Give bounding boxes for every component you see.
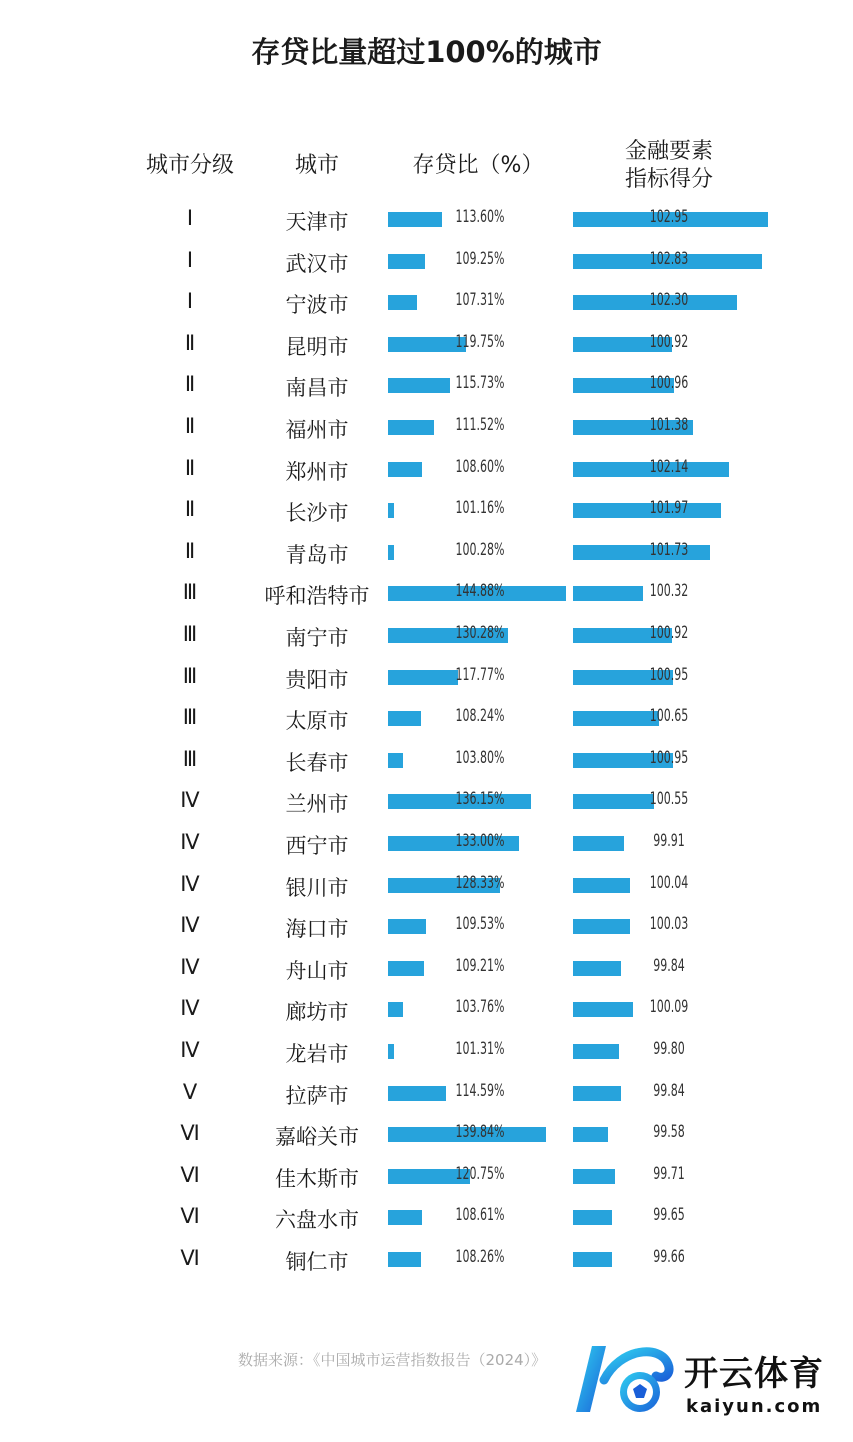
- table-row: [0, 1157, 853, 1198]
- table-row: [0, 741, 853, 782]
- ratio-value-label: 144.88%: [455, 581, 505, 602]
- city-level: Ⅵ: [180, 1246, 200, 1270]
- ratio-value-label: 119.75%: [455, 331, 505, 352]
- city-level: Ⅲ: [182, 705, 198, 730]
- score-value-label: 99.80: [653, 1039, 685, 1059]
- score-value-label: 101.97: [649, 498, 689, 519]
- score-bar: [573, 1169, 615, 1184]
- city-name: 南宁市: [285, 626, 349, 650]
- ratio-value-label: 108.61%: [455, 1205, 505, 1226]
- table-row: [0, 450, 853, 491]
- ratio-value-label: 109.25%: [455, 248, 505, 269]
- city-name: 佳木斯市: [275, 1166, 359, 1191]
- ratio-bar: [388, 254, 425, 269]
- city-level: Ⅳ: [180, 996, 200, 1021]
- score-bar: [573, 1210, 612, 1225]
- header-loan-deposit-ratio: 存贷比（%）: [412, 153, 544, 178]
- score-value-label: 100.96: [649, 373, 689, 394]
- city-level: Ⅳ: [180, 913, 200, 938]
- ratio-value-label: 109.53%: [455, 914, 505, 935]
- ratio-value-label: 107.31%: [455, 290, 505, 311]
- ratio-value-label: 103.76%: [455, 997, 505, 1018]
- chart-title: 存贷比量超过100%的城市: [251, 35, 602, 69]
- score-value-label: 100.65: [649, 706, 689, 727]
- table-row: [0, 533, 853, 574]
- ratio-value-label: 108.26%: [455, 1247, 505, 1267]
- city-name: 兰州市: [285, 792, 349, 817]
- city-name: 嘉峪关市: [275, 1125, 359, 1150]
- ratio-value-label: 136.15%: [455, 789, 505, 810]
- score-value-label: 102.14: [649, 456, 689, 477]
- score-value-label: 102.95: [649, 207, 689, 227]
- city-level: Ⅳ: [180, 954, 200, 979]
- ratio-value-label: 139.84%: [455, 1122, 505, 1143]
- table-row: [0, 949, 853, 990]
- ratio-value-label: 115.73%: [455, 373, 505, 394]
- score-value-label: 99.65: [653, 1205, 685, 1226]
- score-value-label: 100.92: [649, 331, 689, 352]
- city-name: 昆明市: [285, 334, 349, 359]
- score-value-label: 99.71: [653, 1163, 685, 1184]
- ratio-bar: [388, 295, 417, 310]
- table-row: [0, 1115, 853, 1156]
- score-value-label: 100.92: [649, 623, 689, 643]
- city-name: 郑州市: [285, 459, 349, 484]
- ratio-value-label: 133.00%: [455, 831, 505, 851]
- header-city-level: 城市分级: [145, 153, 234, 178]
- score-value-label: 100.09: [649, 997, 689, 1018]
- ratio-value-label: 120.75%: [455, 1163, 505, 1184]
- score-value-label: 102.83: [649, 248, 689, 269]
- ratio-value-label: 109.21%: [455, 955, 505, 976]
- city-name: 龙岩市: [285, 1042, 349, 1066]
- score-value-label: 100.32: [649, 581, 689, 602]
- city-level: Ⅲ: [182, 622, 198, 646]
- city-name: 舟山市: [285, 958, 349, 983]
- ratio-bar: [388, 545, 394, 560]
- city-level: Ⅲ: [182, 746, 198, 771]
- ratio-value-label: 111.52%: [455, 415, 505, 435]
- table-row: [0, 325, 853, 366]
- score-value-label: 99.66: [653, 1247, 685, 1267]
- score-value-label: 99.84: [653, 1080, 685, 1101]
- ratio-value-label: 113.60%: [455, 207, 505, 227]
- city-name: 长春市: [285, 750, 349, 775]
- header-finance-score-line1: 金融要素: [624, 139, 713, 164]
- ratio-bar: [388, 961, 424, 976]
- city-name: 长沙市: [285, 501, 349, 526]
- table-row: [0, 242, 853, 283]
- score-value-label: 100.95: [649, 747, 689, 768]
- city-level: Ⅵ: [180, 1204, 200, 1229]
- table-row: [0, 907, 853, 948]
- city-level: Ⅰ: [186, 289, 194, 314]
- city-name: 六盘水市: [275, 1208, 359, 1233]
- city-level: Ⅳ: [180, 830, 200, 854]
- table-row: [0, 283, 853, 324]
- score-value-label: 100.04: [649, 872, 689, 893]
- ratio-bar: [388, 1002, 403, 1017]
- ratio-value-label: 101.31%: [455, 1039, 505, 1059]
- city-level: Ⅲ: [182, 663, 198, 688]
- score-value-label: 99.58: [653, 1122, 685, 1143]
- ratio-value-label: 128.33%: [455, 872, 505, 893]
- city-level: Ⅱ: [184, 414, 196, 438]
- score-value-label: 99.91: [653, 831, 685, 851]
- ratio-bar: [388, 462, 422, 477]
- ratio-value-label: 108.24%: [455, 706, 505, 727]
- table-row: [0, 1032, 853, 1073]
- score-value-label: 100.03: [649, 914, 689, 935]
- table-row: [0, 1198, 853, 1239]
- score-bar: [573, 1127, 608, 1142]
- city-name: 青岛市: [285, 542, 349, 567]
- city-name: 铜仁市: [285, 1250, 349, 1274]
- ratio-bar: [388, 1252, 421, 1267]
- city-name: 银川市: [285, 875, 349, 900]
- table-row: [0, 1074, 853, 1115]
- city-level: Ⅱ: [184, 330, 196, 355]
- table-row: [0, 574, 853, 615]
- city-level: Ⅳ: [180, 788, 200, 813]
- ratio-bar: [388, 503, 394, 518]
- score-value-label: 100.95: [649, 664, 689, 685]
- score-value-label: 101.38: [649, 415, 689, 435]
- ratio-value-label: 114.59%: [455, 1080, 505, 1101]
- score-value-label: 99.84: [653, 955, 685, 976]
- city-level: Ⅵ: [180, 1162, 200, 1187]
- ratio-value-label: 108.60%: [455, 456, 505, 477]
- city-name: 呼和浩特市: [264, 584, 370, 609]
- city-name: 天津市: [285, 210, 349, 234]
- city-level: Ⅵ: [180, 1121, 200, 1146]
- ratio-value-label: 117.77%: [455, 664, 505, 685]
- table-row: [0, 200, 853, 241]
- score-bar: [573, 1252, 612, 1267]
- city-level: Ⅳ: [180, 1038, 200, 1062]
- city-name: 宁波市: [285, 293, 349, 318]
- table-row: [0, 1240, 853, 1281]
- logo-text-en: kaiyun.com: [686, 1396, 823, 1417]
- ratio-bar: [388, 1044, 394, 1059]
- ratio-value-label: 101.16%: [455, 498, 505, 519]
- ratio-value-label: 103.80%: [455, 747, 505, 768]
- table-row: [0, 491, 853, 532]
- city-level: Ⅱ: [184, 372, 196, 397]
- ratio-bar: [388, 711, 421, 726]
- score-value-label: 101.73: [649, 539, 689, 560]
- table-row: [0, 866, 853, 907]
- score-value-label: 100.55: [649, 789, 689, 810]
- city-name: 拉萨市: [285, 1083, 349, 1108]
- table-row: [0, 366, 853, 407]
- city-level: Ⅰ: [186, 247, 194, 272]
- city-name: 海口市: [285, 917, 349, 942]
- ratio-value-label: 100.28%: [455, 539, 505, 560]
- city-name: 廊坊市: [285, 1000, 349, 1025]
- score-value-label: 102.30: [649, 290, 689, 311]
- city-name: 西宁市: [285, 834, 349, 858]
- city-level: Ⅱ: [184, 538, 196, 563]
- city-name: 太原市: [285, 709, 349, 734]
- city-name: 贵阳市: [285, 667, 349, 692]
- city-level: Ⅳ: [180, 871, 200, 896]
- city-level: Ⅱ: [184, 455, 196, 480]
- table-row: [0, 990, 853, 1031]
- data-source-note: 数据来源：《中国城市运营指数报告（2024）》: [238, 1351, 547, 1369]
- city-level: Ⅴ: [182, 1079, 198, 1104]
- table-row: [0, 824, 853, 865]
- table-row: [0, 408, 853, 449]
- city-level: Ⅲ: [182, 580, 198, 605]
- table-row: [0, 782, 853, 823]
- table-row: [0, 658, 853, 699]
- ratio-bar: [388, 919, 426, 934]
- city-level: Ⅰ: [186, 206, 194, 230]
- city-name: 南昌市: [285, 376, 349, 401]
- header-city: 城市: [294, 153, 339, 178]
- city-level: Ⅱ: [184, 497, 196, 522]
- city-name: 福州市: [285, 418, 349, 442]
- city-name: 武汉市: [285, 251, 349, 276]
- header-finance-score-line2: 指标得分: [624, 167, 713, 192]
- table-row: [0, 699, 853, 740]
- logo-text-cn: 开云体育: [684, 1354, 824, 1394]
- table-row: [0, 616, 853, 657]
- ratio-bar: [388, 753, 403, 768]
- ratio-value-label: 130.28%: [455, 623, 505, 643]
- ratio-bar: [388, 1210, 422, 1225]
